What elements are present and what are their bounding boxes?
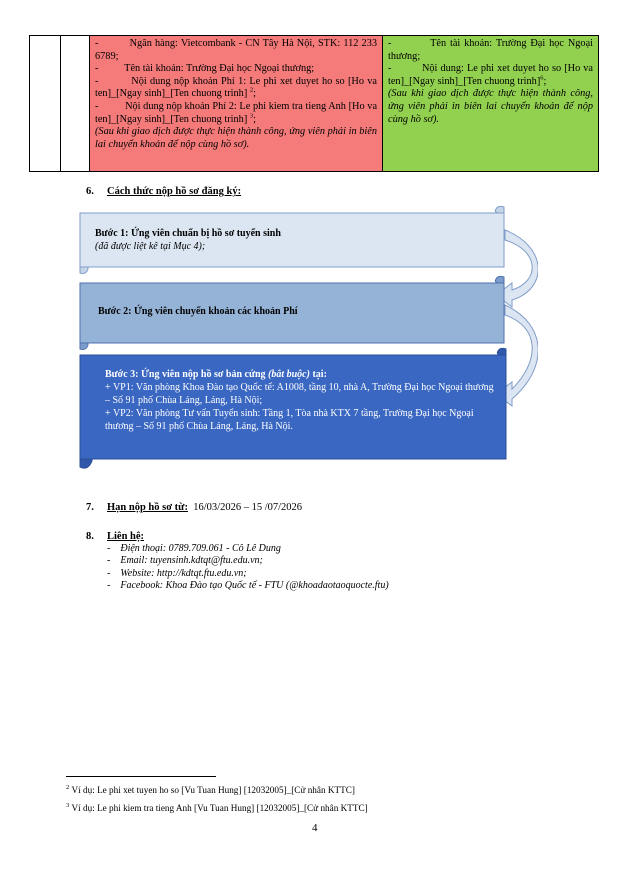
section-6-heading: 6. Cách thức nộp hồ sơ đăng ký: [86,186,242,197]
table-cell-blank [61,36,90,171]
section-7-deadline: 7. Hạn nộp hồ sơ từ: 16/03/2026 – 15 /07/2026 [86,502,303,513]
contact-list [107,543,389,593]
contact-facebook[interactable]: - Facebook: Khoa Đào tạo Quốc tế - FTU (@khoadaotaoquocte.ftu) [107,580,389,592]
table-cell-index [30,36,61,171]
fee1-line: - Nội dung nộp khoản Phí 1: Le phi xet duyet ho so [Ho va ten]_[Ngay sinh]_[Ten chuong trinh] $^2$; [95,75,377,100]
contact-website[interactable]: - Website: http://kdtqt.ftu.edu.vn; [107,567,247,579]
step-3-title: Bước 3: Ứng viên nộp hồ sơ bản cứng (bắt buộc) tại: [105,369,327,380]
step-3-text [105,368,497,433]
page-number: 4 [312,822,318,834]
step-1-title: Bước 1: Ứng viên chuẩn bị hồ sơ tuyển sinh [95,228,281,239]
step-1-text [95,227,425,253]
step-3-vp2: + VP2: Văn phòng Tư vấn Tuyển sinh: Tầng 1, Tòa nhà KTX 7 tầng, Trường Đại học Ngoại thương – Số 91 phố Chùa Láng, Láng, Hà Nội. [105,408,474,432]
green-content-line: - Nội dung: Le phi xet duyet ho so [Ho va ten]_[Ngay sinh]_[Ten chuong trinh]$^6$; [388,63,594,87]
footnote-2: $^2$ Ví dụ: Le phi xet tuyen ho so [Vu Tuan Hung] [12032005]_[Cử nhân KTTC] [66,783,355,795]
table-cell-bank-info [90,36,383,171]
table-cell-green-info [383,36,598,171]
account-name-line: - Tên tài khoản: Trường Đại học Ngoại thương; [95,63,315,75]
fee2-line: - Nội dung nộp khoản Phí 2: Le phi kiem tra tieng Anh [Ho va ten]_[Ngay sinh]_[Ten chuong trinh] $^3$; [95,100,378,125]
section-8-heading: 8. Liên hệ: [86,531,145,542]
red-note: (Sau khi giao dịch được thực hiện thành công, ứng viên phải in biên lai chuyển khoản để nộp cùng hồ sơ). [95,126,377,150]
footnote-3: $^3$ Ví dụ: Le phi kiem tra tieng Anh [Vu Tuan Hung] [12032005]_[Cử nhân KTTC] [66,801,368,813]
contact-phone: - Điện thoại: 0789.709.061 - Cô Lê Dung [107,543,281,554]
footnote-separator [66,776,216,777]
green-account-line: - Tên tài khoản: Trường Đại học Ngoại thương; [388,38,594,62]
contact-email[interactable]: - Email: tuyensinh.kdtqt@ftu.edu.vn; [107,555,263,567]
step-3-vp1: + VP1: Văn phòng Khoa Đào tạo Quốc tế: A1008, tầng 10, nhà A, Trường Đại học Ngoại thương – Số 91 phố Chùa Láng, Láng, Hà Nội; [105,382,494,406]
green-note: (Sau khi giao dịch được thực hiện thành công, ứng viên phải in biên lai chuyển khoản để nộp cùng hồ sơ). [388,88,593,125]
step-2-title: Bước 2: Ứng viên chuyển khoản các khoản Phí [98,306,298,317]
step-1-sub: (đã được liệt kê tại Mục 4); [95,241,206,252]
bank-line: - Ngân hàng: Vietcombank - CN Tây Hà Nội, STK: 112 233 6789; [95,38,377,62]
payment-table [29,35,599,172]
